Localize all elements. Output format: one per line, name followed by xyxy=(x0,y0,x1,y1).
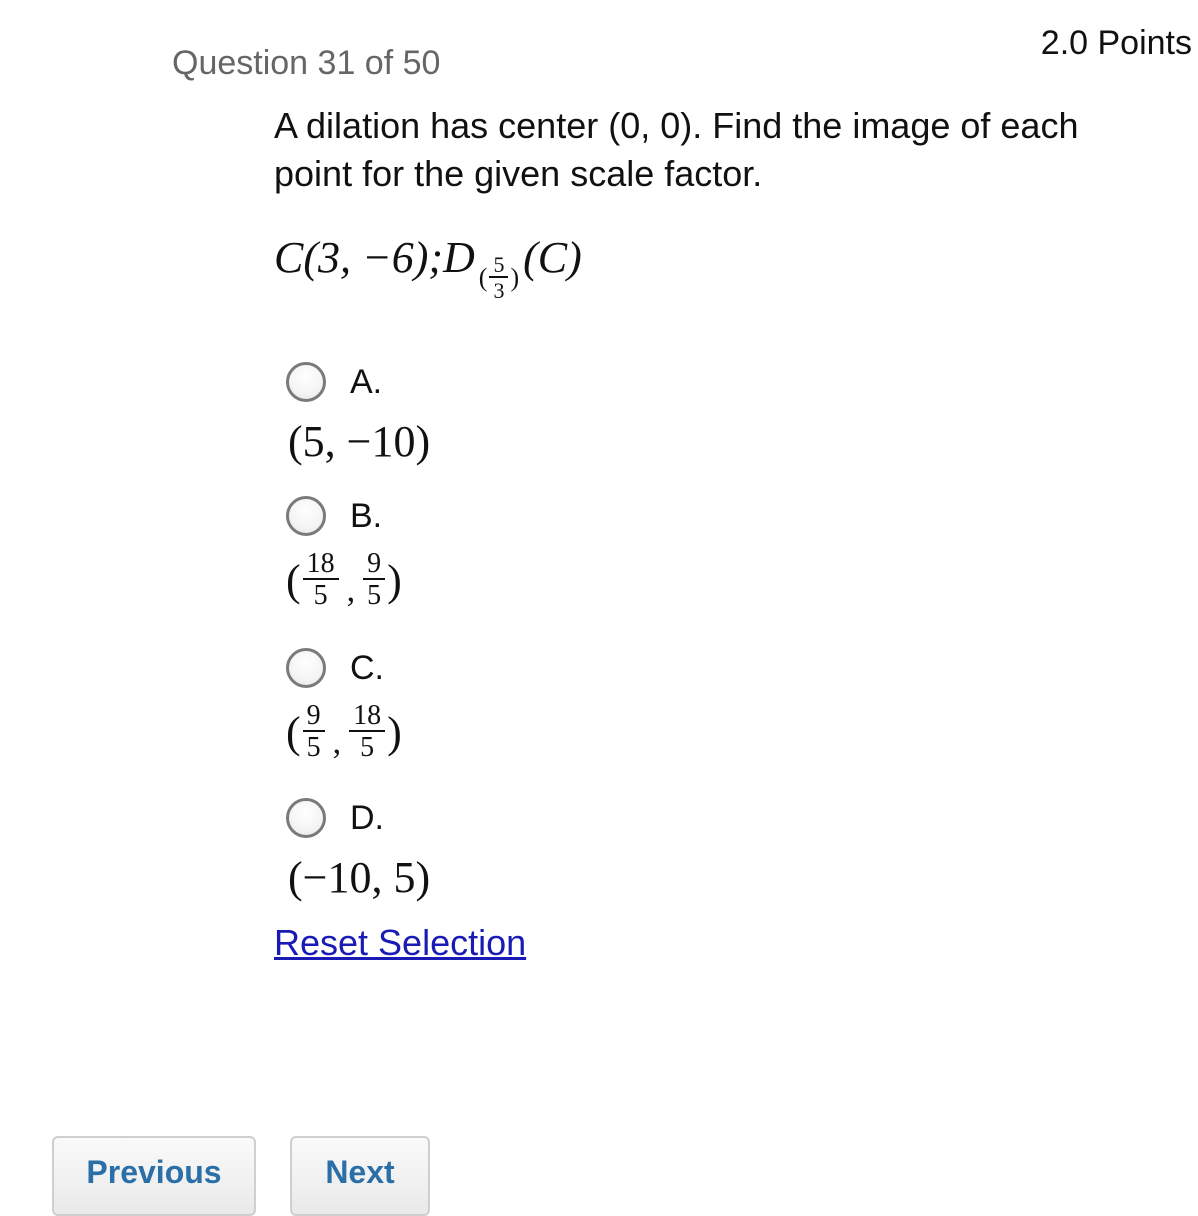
x-denominator: 5 xyxy=(313,580,328,611)
comma: , xyxy=(332,724,342,761)
choice-a-letter: A. xyxy=(350,362,383,401)
choice-b-letter: B. xyxy=(350,496,383,535)
scale-fraction xyxy=(489,254,508,302)
x-numerator: 9 xyxy=(303,702,325,732)
choice-b[interactable] xyxy=(286,496,402,610)
choice-c[interactable] xyxy=(286,648,402,762)
scale-factor xyxy=(479,254,519,302)
y-numerator: 18 xyxy=(349,702,385,732)
expression-argument: (C) xyxy=(523,233,582,282)
question-number: Question 31 of 50 xyxy=(172,44,441,82)
choice-a-radio[interactable] xyxy=(286,362,326,402)
choice-c-answer xyxy=(286,702,402,762)
open-paren: ( xyxy=(286,707,301,757)
choice-c-radio[interactable] xyxy=(286,648,326,688)
choice-b-answer xyxy=(286,550,402,610)
previous-button[interactable]: Previous xyxy=(52,1136,256,1216)
scale-numerator: 5 xyxy=(489,254,508,278)
scale-open-paren: ( xyxy=(478,263,488,292)
choice-a-header[interactable] xyxy=(286,362,430,402)
open-paren: ( xyxy=(286,555,301,605)
scale-close-paren: ) xyxy=(510,263,520,292)
choice-d-radio[interactable] xyxy=(286,798,326,838)
x-numerator: 18 xyxy=(303,550,339,580)
comma: , xyxy=(346,572,356,609)
close-paren: ) xyxy=(387,555,402,605)
choice-a[interactable] xyxy=(286,362,430,467)
choice-d-letter: D. xyxy=(350,798,384,837)
choice-b-header[interactable] xyxy=(286,496,402,536)
choice-d[interactable] xyxy=(286,798,430,903)
question-prompt: A dilation has center (0, 0). Find the image of each point for the given scale factor. xyxy=(274,105,1079,194)
x-denominator: 5 xyxy=(306,732,321,763)
y-denominator: 5 xyxy=(367,580,382,611)
y-denominator: 5 xyxy=(360,732,375,763)
expression-operator: D xyxy=(443,233,475,282)
next-button[interactable]: Next xyxy=(290,1136,430,1216)
reset-selection-link[interactable]: Reset Selection xyxy=(274,922,527,963)
choice-d-header[interactable] xyxy=(286,798,430,838)
choice-c-letter: C. xyxy=(350,648,384,687)
close-paren: ) xyxy=(387,707,402,757)
expression-point: C(3, −6); xyxy=(274,233,443,282)
scale-denominator: 3 xyxy=(493,278,505,303)
question-expression xyxy=(274,232,582,302)
y-fraction xyxy=(349,702,385,762)
x-fraction xyxy=(303,702,325,762)
y-fraction xyxy=(363,550,385,610)
choice-a-answer: (5, −10) xyxy=(288,417,431,466)
y-numerator: 9 xyxy=(363,550,385,580)
choice-c-header[interactable] xyxy=(286,648,402,688)
x-fraction xyxy=(303,550,339,610)
choice-b-radio[interactable] xyxy=(286,496,326,536)
points-value: 2.0 Points xyxy=(1040,24,1192,62)
choice-d-answer: (−10, 5) xyxy=(288,853,431,902)
